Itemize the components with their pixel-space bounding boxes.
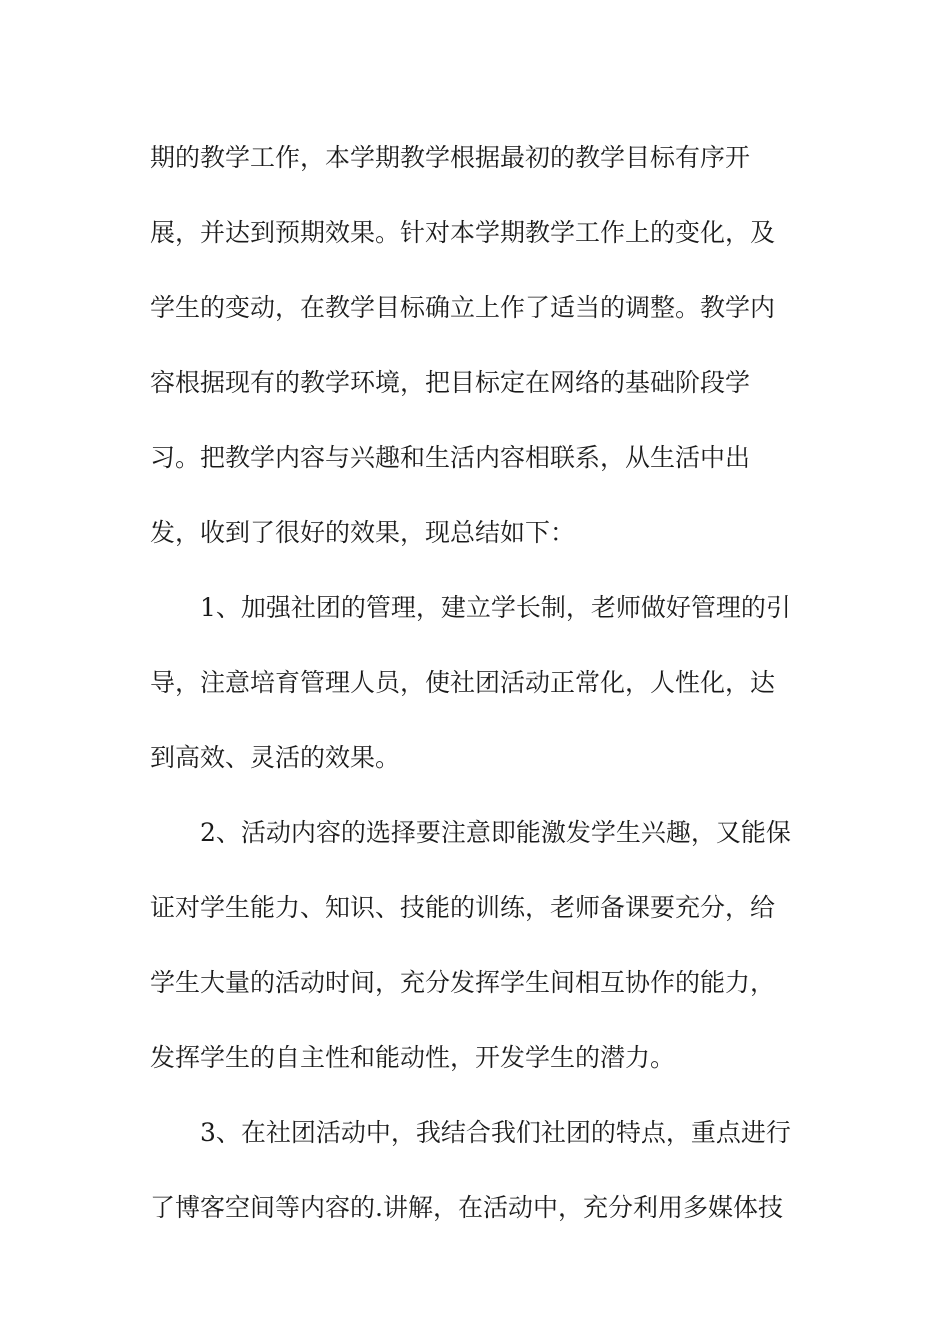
- list-item-1-line: 1、加强社团的管理，建立学长制，老师做好管理的引: [200, 593, 791, 622]
- text-line: 期的教学工作，本学期教学根据最初的教学目标有序开: [150, 143, 751, 172]
- text-line: 发挥学生的自主性和能动性，开发学生的潜力。: [150, 1043, 676, 1072]
- text-line: 展，并达到预期效果。针对本学期教学工作上的变化，及: [150, 218, 776, 247]
- text-line: 学生大量的活动时间，充分发挥学生间相互协作的能力，: [150, 968, 776, 997]
- text-line: 了博客空间等内容的.讲解，在活动中，充分利用多媒体技: [150, 1193, 783, 1222]
- text-line: 学生的变动，在教学目标确立上作了适当的调整。教学内: [150, 293, 776, 322]
- list-item-3-line: 3、在社团活动中，我结合我们社团的特点，重点进行: [200, 1118, 791, 1147]
- list-item-2-line: 2、活动内容的选择要注意即能激发学生兴趣，又能保: [200, 818, 791, 847]
- text-line: 证对学生能力、知识、技能的训练，老师备课要充分，给: [150, 893, 776, 922]
- text-line: 导，注意培育管理人员，使社团活动正常化，人性化，达: [150, 668, 776, 697]
- document-body: [150, 120, 805, 1245]
- text-line: 容根据现有的教学环境，把目标定在网络的基础阶段学: [150, 368, 751, 397]
- text-line: 习。把教学内容与兴趣和生活内容相联系，从生活中出: [150, 443, 751, 472]
- text-line: 发，收到了很好的效果，现总结如下：: [150, 518, 576, 547]
- text-line: 到高效、灵活的效果。: [150, 743, 401, 772]
